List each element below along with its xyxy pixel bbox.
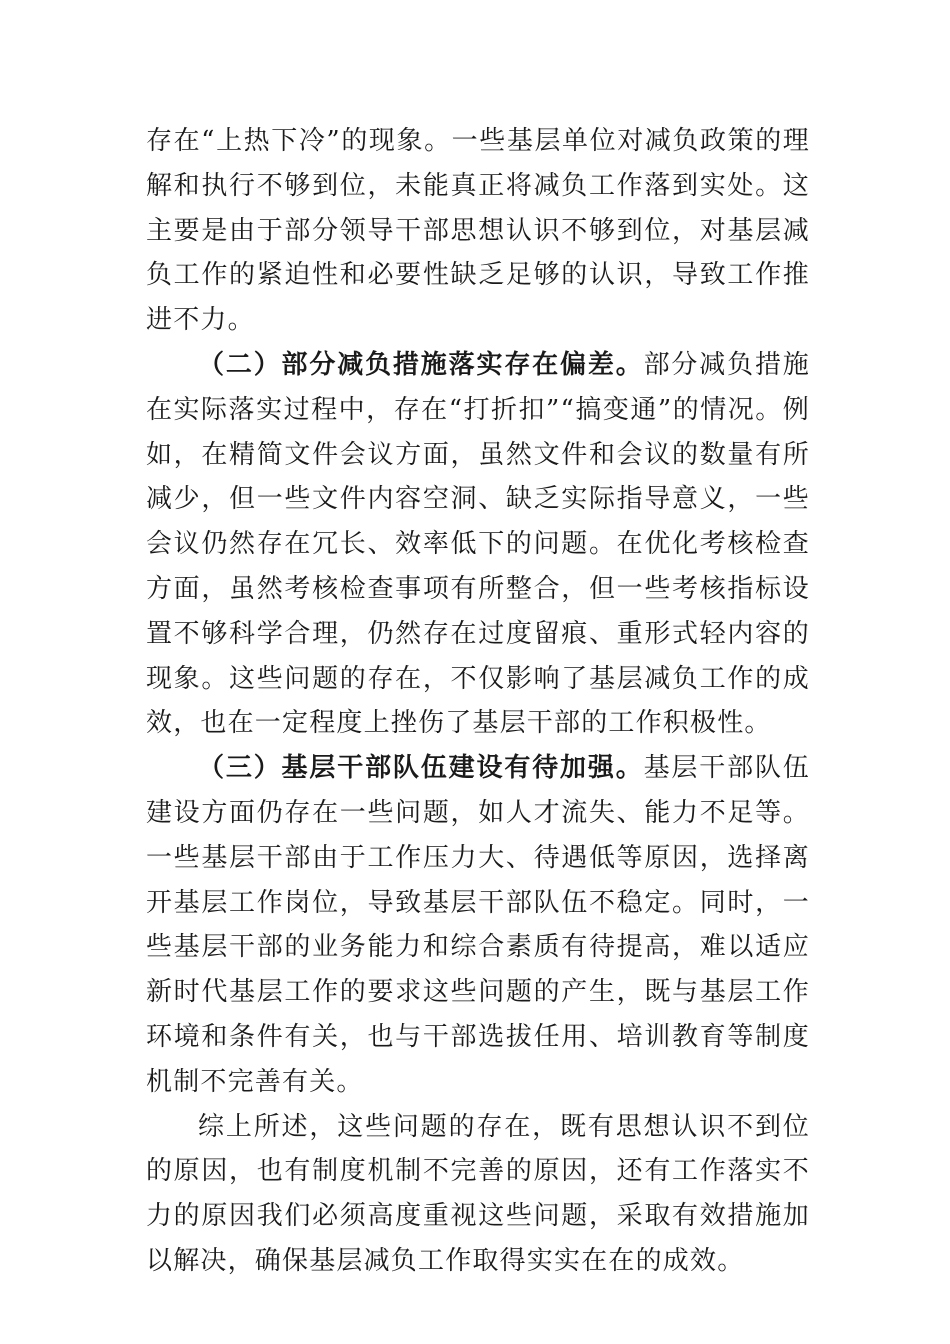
section-heading: （三）基层干部队伍建设有待加强。: [198, 753, 644, 784]
paragraph-section-3: [146, 746, 810, 1104]
paragraph-continuation: [146, 119, 810, 343]
paragraph-text: 综上所述，这些问题的存在，既有思想认识不到位的原因，也有制度机制不完善的原因，还有工作落实不力的原因我们必须高度重视这些问题，采取有效措施加以解决，确保基层减负工作取得实实在在的成效。: [146, 1111, 810, 1276]
document-body: [146, 119, 810, 1284]
paragraph-summary: [146, 1105, 810, 1284]
paragraph-text: 存在“上热下冷”的现象。一些基层单位对减负政策的理解和执行不够到位，未能真正将减负工作落到实处。这主要是由于部分领导干部思想认识不够到位，对基层减负工作的紧迫性和必要性缺乏足够的认识，导致工作推进不力。: [146, 126, 810, 336]
section-heading: （二）部分减负措施落实存在偏差。: [198, 349, 644, 380]
paragraph-text: 部分减负措施在实际落实过程中，存在“打折扣”“搞变通”的情况。例如，在精简文件会议方面，虽然文件和会议的数量有所减少，但一些文件内容空洞、缺乏实际指导意义，一些会议仍然存在冗长、效率低下的问题。在优化考核检查方面，虽然考核检查事项有所整合，但一些考核指标设置不够科学合理，仍然存在过度留痕、重形式轻内容的现象。这些问题的存在，不仅影响了基层减负工作的成效，也在一定程度上挫伤了基层干部的工作积极性。: [146, 349, 810, 739]
paragraph-section-2: [146, 343, 810, 746]
paragraph-text: 基层干部队伍建设方面仍存在一些问题，如人才流失、能力不足等。一些基层干部由于工作压力大、待遇低等原因，选择离开基层工作岗位，导致基层干部队伍不稳定。同时，一些基层干部的业务能力和综合素质有待提高，难以适应新时代基层工作的要求这些问题的产生，既与基层工作环境和条件有关，也与干部选拔任用、培训教育等制度机制不完善有关。: [146, 753, 810, 1097]
